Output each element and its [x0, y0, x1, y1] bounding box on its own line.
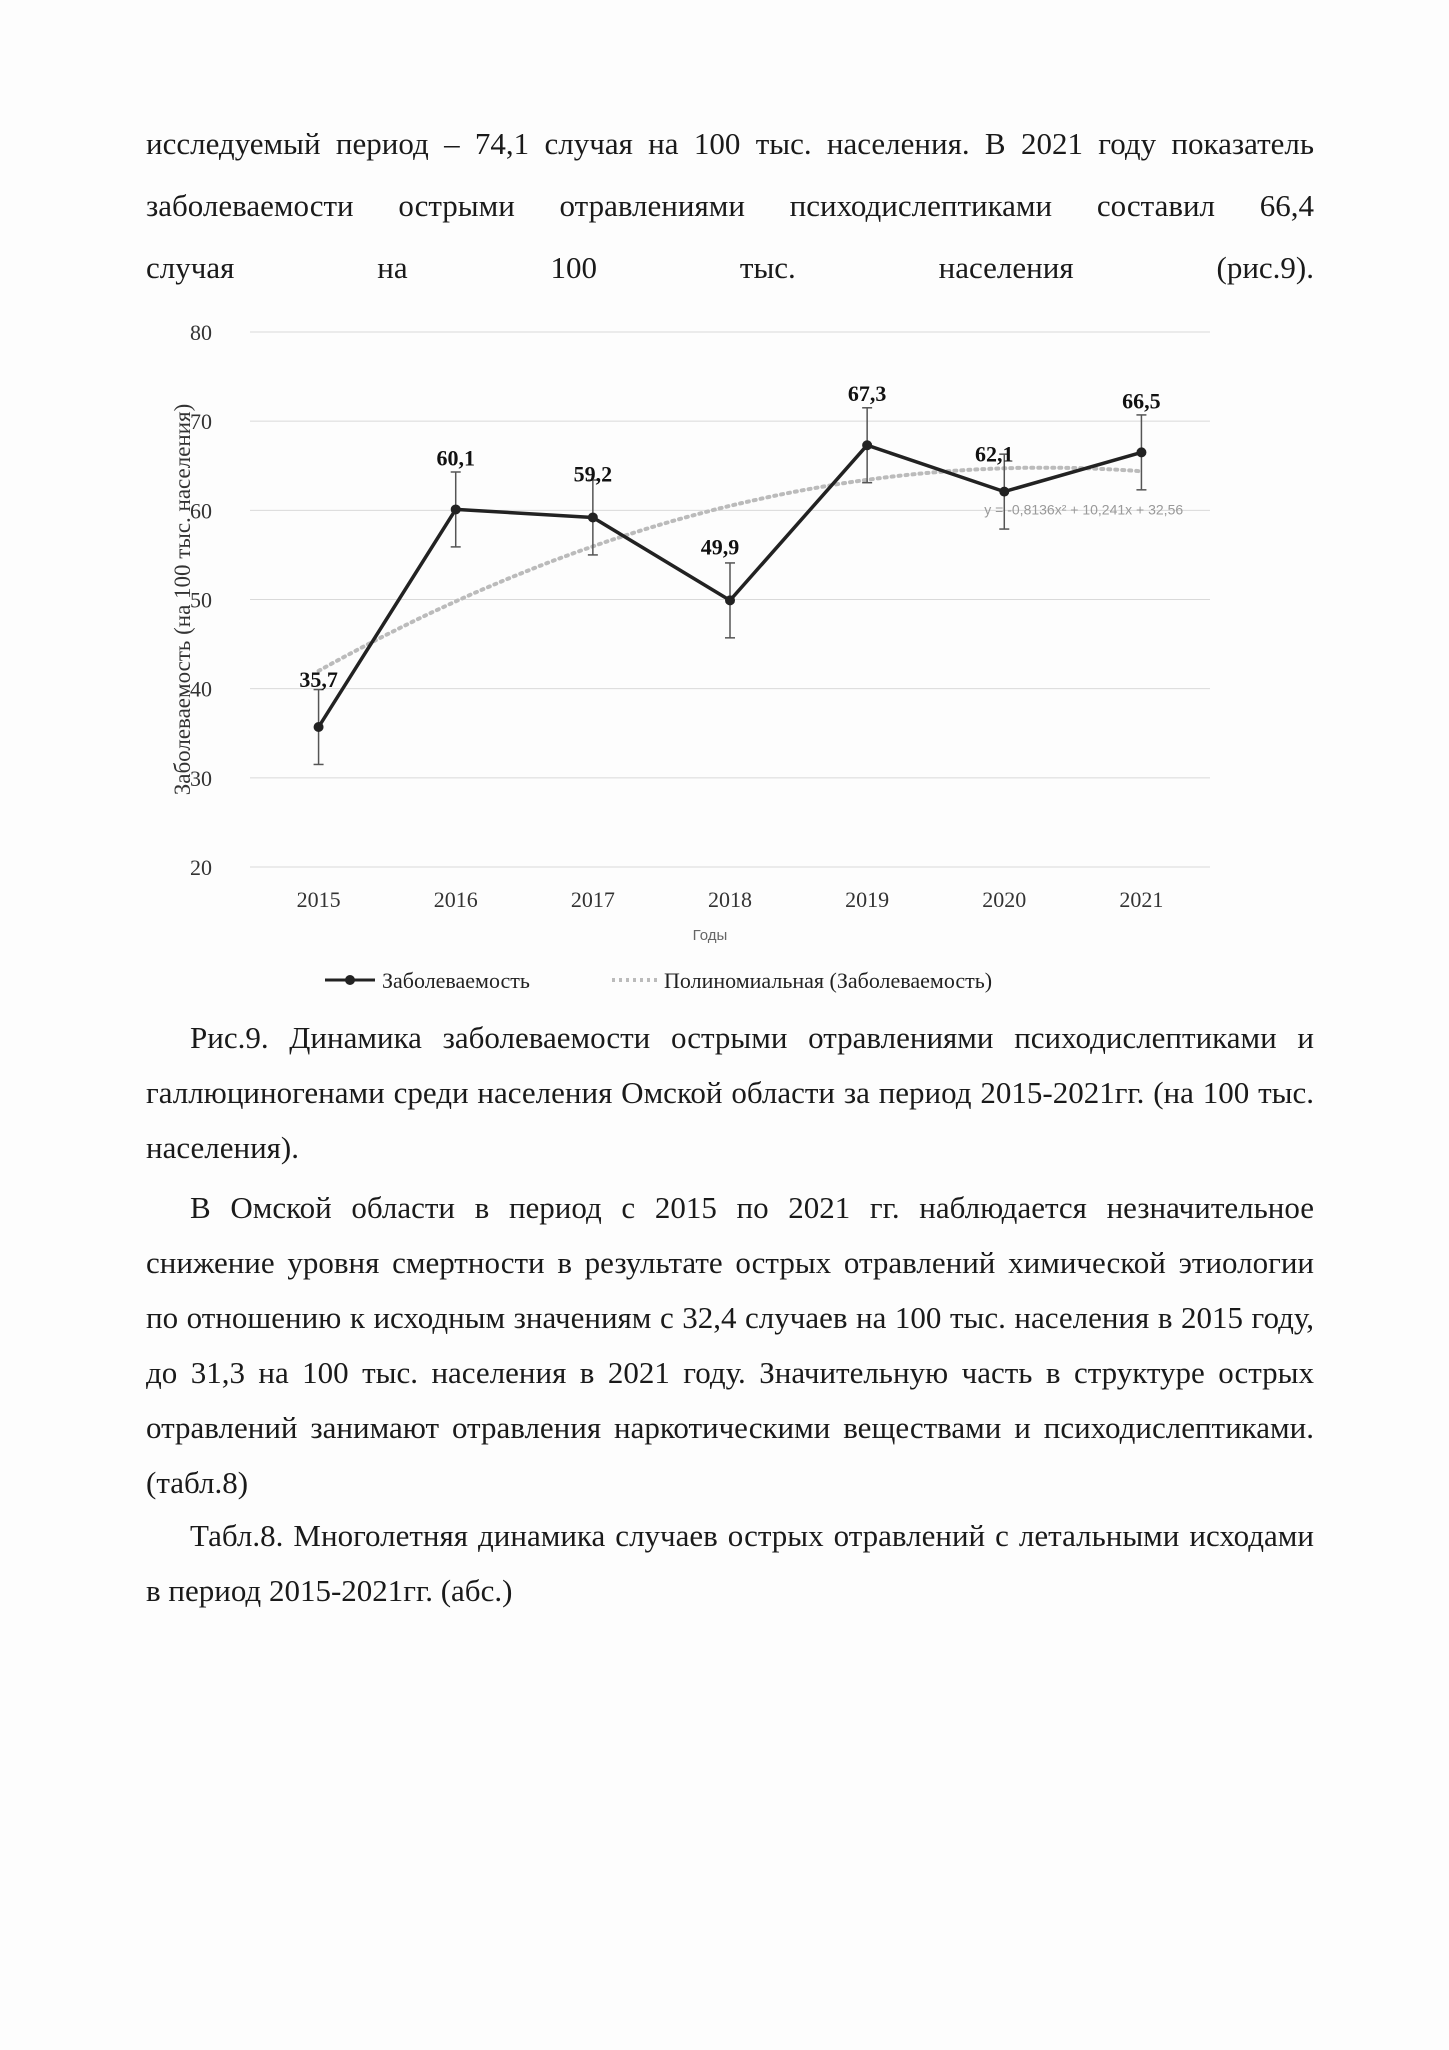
intro-line-3: случая на 100 тыс. населения (рис.9). — [146, 250, 1314, 285]
legend-marker-incidence — [345, 975, 355, 985]
data-label: 67,3 — [847, 381, 887, 407]
x-tick-label: 2020 — [982, 887, 1027, 912]
x-tick-label: 2016 — [433, 887, 478, 912]
data-point — [451, 504, 461, 514]
data-point — [862, 440, 872, 450]
y-axis-label: Заболеваемость (на 100 тыс. населения) — [170, 403, 195, 796]
y-tick-label: 70 — [190, 409, 212, 435]
body-paragraph: В Омской области в период с 2015 по 2021 гг. наблюдается незначительное снижение уровня смертности в результате острых отравлений химической этиологии по отношению к исходным значениям с 32,4 случаев на 100 тыс. населения в 2015 году, до 31,3 на 100 тыс. населения в 2021 году. Значительную часть в структуре острых отравлений занимают отравления наркотическими веществами и психодислептиками. (табл.8) — [146, 1190, 1314, 1500]
legend-label-incidence: Заболеваемость — [382, 968, 530, 993]
y-tick-label: 40 — [190, 676, 212, 702]
x-tick-label: 2021 — [1119, 887, 1164, 912]
y-tick-label: 30 — [190, 765, 212, 791]
table-caption: Табл.8. Многолетняя динамика случаев острых отравлений с летальными исходами в период 2015-2021гг. (абс.) — [146, 1518, 1314, 1608]
y-tick-label: 80 — [190, 320, 212, 345]
data-labels — [299, 381, 1160, 692]
y-tick-label: 20 — [190, 855, 212, 880]
x-tick-label: 2015 — [296, 887, 341, 912]
data-label: 49,9 — [700, 534, 740, 560]
legend-label-trend: Полиномиальная (Заболеваемость) — [664, 968, 993, 993]
x-tick-label: 2019 — [845, 887, 890, 912]
data-point — [314, 722, 324, 732]
x-tick-label: 2018 — [708, 887, 752, 912]
y-tick-label: 60 — [190, 498, 212, 524]
x-axis-label: Годы — [692, 927, 728, 944]
chart-svg — [150, 312, 1240, 1012]
data-point — [1136, 447, 1146, 457]
data-label: 59,2 — [573, 461, 613, 487]
x-axis-ticks — [297, 887, 1164, 912]
data-point — [725, 595, 735, 605]
figure-caption: Рис.9. Динамика заболеваемости острыми отравлениями психодислептиками и галлюциногенами среди населения Омской области за период 2015-2021гг. (на 100 тыс. населения). — [146, 1020, 1314, 1165]
intro-line-2: заболеваемости острыми отравлениями психодислептиками составил 66,4 — [146, 188, 1314, 223]
trend-equation: y = -0,8136x² + 10,241x + 32,56 — [984, 501, 1184, 518]
incidence-chart — [150, 312, 1240, 1012]
x-tick-label: 2017 — [570, 887, 615, 912]
data-label: 60,1 — [436, 445, 475, 471]
data-label: 66,5 — [1122, 388, 1161, 414]
data-point — [999, 487, 1009, 497]
data-point — [588, 512, 598, 522]
y-tick-label: 50 — [190, 587, 212, 613]
data-label: 62,1 — [975, 441, 1014, 467]
chart-legend — [325, 968, 992, 993]
intro-line-1: исследуемый период – 74,1 случая на 100 тыс. населения. В 2021 году показатель — [146, 126, 1314, 161]
data-label: 35,7 — [299, 667, 338, 693]
